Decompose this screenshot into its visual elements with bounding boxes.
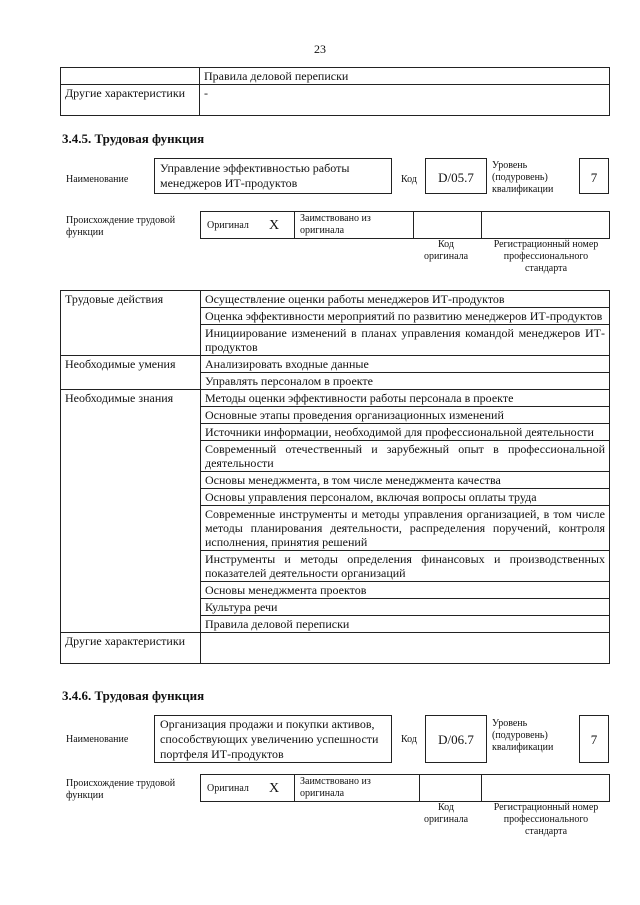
top-table bbox=[60, 67, 610, 116]
row-label: Другие характеристики bbox=[61, 633, 201, 664]
table-cell: Инициирование изменений в планах управления командой менеджеров ИТ-продуктов bbox=[201, 325, 610, 356]
original-mark: X bbox=[269, 781, 280, 796]
reg-number-caption: Регистрационный номер профессионального стандарта bbox=[493, 802, 599, 837]
level-value: 7 bbox=[590, 732, 598, 747]
table-cell: Основы менеджмента проектов bbox=[201, 582, 610, 599]
origin-row bbox=[200, 211, 610, 239]
level-value: 7 bbox=[590, 170, 598, 185]
divider bbox=[481, 775, 482, 801]
original-label: Оригинал bbox=[207, 783, 249, 794]
borrowed-label: Заимствовано из оригинала bbox=[300, 776, 371, 799]
name-box bbox=[154, 158, 392, 194]
name-label: Наименование bbox=[66, 174, 129, 185]
code-label: Код bbox=[401, 734, 417, 745]
page-number: 23 bbox=[314, 42, 326, 56]
original-label: Оригинал bbox=[207, 220, 249, 231]
table-cell: Осуществление оценки работы менеджеров ИТ-продуктов bbox=[201, 291, 610, 308]
code-original-caption: Код оригинала bbox=[423, 239, 469, 262]
divider bbox=[413, 212, 414, 238]
table-row bbox=[61, 633, 610, 664]
borrowed-label: Заимствовано из оригинала bbox=[300, 213, 371, 236]
name-value: Организация продажи и покупки активов, способствующих увеличению успешности портфеля ИТ-продуктов bbox=[160, 717, 379, 761]
code-value: D/06.7 bbox=[438, 732, 474, 747]
table-cell: Культура речи bbox=[201, 599, 610, 616]
main-table bbox=[60, 290, 610, 664]
row-label: Необходимые знания bbox=[61, 390, 201, 633]
reg-number-caption: Регистрационный номер профессионального стандарта bbox=[493, 239, 599, 274]
origin-label: Происхождение трудовой функции bbox=[66, 778, 176, 801]
table-cell: Основы менеджмента, в том числе менеджмента качества bbox=[201, 472, 610, 489]
table-cell: Правила деловой переписки bbox=[201, 616, 610, 633]
code-value: D/05.7 bbox=[438, 170, 474, 185]
table-row bbox=[61, 356, 610, 373]
divider bbox=[419, 775, 420, 801]
divider bbox=[294, 775, 295, 801]
table-row bbox=[61, 68, 610, 85]
table-cell: Анализировать входные данные bbox=[201, 356, 610, 373]
code-box bbox=[425, 158, 487, 194]
name-box bbox=[154, 715, 392, 763]
original-mark: X bbox=[269, 218, 280, 233]
name-label: Наименование bbox=[66, 734, 129, 745]
code-original-caption: Код оригинала bbox=[423, 802, 469, 825]
name-value: Управление эффективностью работы менеджеров ИТ-продуктов bbox=[160, 161, 350, 190]
row-label: Трудовые действия bbox=[61, 291, 201, 356]
table-cell: Инструменты и методы определения финансовых и производственных показателей деятельности организаций bbox=[201, 551, 610, 582]
table-cell: Управлять персоналом в проекте bbox=[201, 373, 610, 390]
divider bbox=[481, 212, 482, 238]
table-cell: Методы оценки эффективности работы персонала в проекте bbox=[201, 390, 610, 407]
level-label: Уровень (подуровень) квалификации bbox=[492, 718, 554, 753]
table-cell: Основные этапы проведения организационных изменений bbox=[201, 407, 610, 424]
table-cell: Основы управления персоналом, включая вопросы оплаты труда bbox=[201, 489, 610, 506]
table-cell: Правила деловой переписки bbox=[200, 68, 610, 85]
table-cell: Другие характеристики bbox=[61, 85, 200, 116]
table-row bbox=[61, 291, 610, 308]
table-cell bbox=[61, 68, 200, 85]
table-cell: Современные инструменты и методы управления организацией, в том числе методы планирования деятельности, распределения поручений, контроля исполнения, принятия решений bbox=[201, 506, 610, 551]
table-row bbox=[61, 390, 610, 407]
origin-row bbox=[200, 774, 610, 802]
table-row bbox=[61, 85, 610, 116]
level-box bbox=[579, 715, 609, 763]
table-cell bbox=[201, 633, 610, 664]
section-heading: 3.4.6. Трудовая функция bbox=[62, 688, 205, 703]
table-cell: Источники информации, необходимой для профессиональной деятельности bbox=[201, 424, 610, 441]
table-cell: Современный отечественный и зарубежный опыт в профессиональной деятельности bbox=[201, 441, 610, 472]
table-cell: - bbox=[200, 85, 610, 116]
origin-label: Происхождение трудовой функции bbox=[66, 215, 176, 238]
section-heading: 3.4.5. Трудовая функция bbox=[62, 131, 205, 146]
level-box bbox=[579, 158, 609, 194]
row-label: Необходимые умения bbox=[61, 356, 201, 390]
table-cell: Оценка эффективности мероприятий по развитию менеджеров ИТ-продуктов bbox=[201, 308, 610, 325]
divider bbox=[294, 212, 295, 238]
code-label: Код bbox=[401, 174, 417, 185]
level-label: Уровень (подуровень) квалификации bbox=[492, 160, 554, 195]
code-box bbox=[425, 715, 487, 763]
